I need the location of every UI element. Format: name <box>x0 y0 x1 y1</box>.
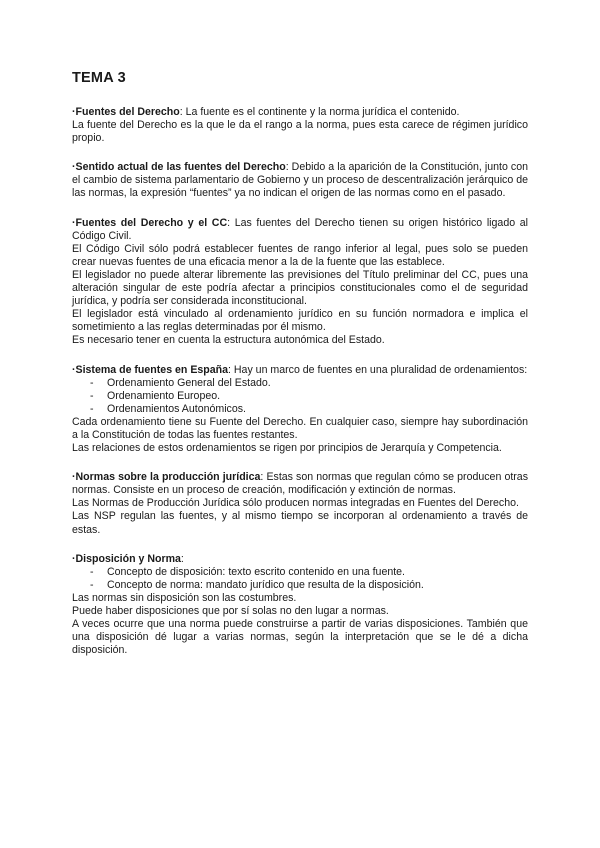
section-heading: ·Sistema de fuentes en España <box>72 363 229 376</box>
section-lead-text: : Las fuentes del Derecho tienen su origen histórico ligado al Código Civil. <box>72 216 528 242</box>
list-item-text: Concepto de disposición: texto escrito contenido en una fuente. <box>107 565 406 578</box>
section-normas-produccion <box>72 471 528 536</box>
section-sentido-actual <box>72 161 528 200</box>
section-fuentes-cc <box>72 217 528 348</box>
paragraph: El Código Civil sólo podrá establecer fuentes de rango inferior al legal, pues solo se pueden crear nuevas fuentes de una eficacia menor a la de la fuente que las establece. <box>72 242 528 268</box>
section-fuentes-derecho <box>72 106 528 145</box>
section-heading: ·Normas sobre la producción jurídica <box>72 471 261 484</box>
section-lead-paragraph <box>72 553 528 566</box>
section-sistema-fuentes <box>72 364 528 456</box>
section-heading: ·Fuentes del Derecho <box>72 106 180 118</box>
list-item-text: Ordenamientos Autonómicos. <box>107 402 246 415</box>
document-body <box>72 106 528 657</box>
section-lead-text: : <box>180 552 184 565</box>
list-item-text: Ordenamiento Europeo. <box>107 389 221 402</box>
section-lead-text: : Hay un marco de fuentes en una pluralidad de ordenamientos: <box>228 363 528 376</box>
section-heading: ·Sentido actual de las fuentes del Derecho <box>72 161 286 174</box>
paragraph: Las Normas de Producción Jurídica sólo producen normas integradas en Fuentes del Derecho. <box>72 497 519 510</box>
paragraph: Las normas sin disposición son las costumbres. <box>72 591 297 604</box>
list-item <box>72 579 528 592</box>
dash-bullet-icon: - <box>90 389 94 402</box>
section-lead-text: : La fuente es el continente y la norma jurídica el contenido. <box>179 106 460 118</box>
section-disposicion-norma <box>72 553 528 658</box>
list-item <box>72 566 528 579</box>
section-lead-paragraph <box>72 161 528 200</box>
paragraph: Es necesario tener en cuenta la estructura autonómica del Estado. <box>72 334 385 347</box>
bullet-list <box>72 377 528 416</box>
list-item-text: Concepto de norma: mandato jurídico que resulta de la disposición. <box>107 578 424 591</box>
paragraph: A veces ocurre que una norma puede construirse a partir de varias disposiciones. También que una disposición dé lugar a varias normas, según la interpretación que se le dé a dicha disposición. <box>72 618 528 657</box>
paragraph: Las NSP regulan las fuentes, y al mismo tiempo se incorporan al ordenamiento a través de estas. <box>72 510 528 536</box>
page-title: TEMA 3 <box>72 70 126 86</box>
paragraph: Las relaciones de estos ordenamientos se rigen por principios de Jerarquía y Competencia. <box>72 442 502 455</box>
section-lead-text: : Estas son normas que regulan cómo se producen otras normas. Consiste en un proceso de creación, modificación y extinción de normas. <box>72 471 528 497</box>
list-item <box>72 403 528 416</box>
paragraph: Puede haber disposiciones que por sí solas no den lugar a normas. <box>72 605 389 617</box>
paragraph: Cada ordenamiento tiene su Fuente del Derecho. En cualquier caso, siempre hay subordinación a la Constitución de todas las fuentes restantes. <box>72 415 528 441</box>
section-heading: ·Disposición y Norma <box>72 552 181 565</box>
paragraph: El legislador está vinculado al ordenamiento jurídico en su función normadora e implica el sometimiento a las reglas determinadas por él mismo. <box>72 308 528 334</box>
paragraph: El legislador no puede alterar libremente las previsiones del Título preliminar del CC, pues una alteración singular de este podría afectar a principios constitucionales como el de seguridad jurídica, y podría ser considerada inconstitucional. <box>72 268 528 308</box>
section-heading: ·Fuentes del Derecho y el CC <box>72 216 228 229</box>
section-lead-paragraph <box>72 364 528 377</box>
list-item <box>72 377 528 390</box>
section-lead-paragraph <box>72 471 528 497</box>
section-lead-text: : Debido a la aparición de la Constitución, junto con el cambio de sistema parlamentario de Gobierno y un proceso de descentralización jerárquico de las normas, la expresión “fuentes” ya no indican el origen de las normas como en el pasado. <box>72 161 529 200</box>
paragraph: La fuente del Derecho es la que le da el rango a la norma, pues esta carece de régimen jurídico propio. <box>72 119 528 145</box>
dash-bullet-icon: - <box>90 376 94 389</box>
bullet-list <box>72 566 528 592</box>
section-lead-paragraph <box>72 217 528 243</box>
dash-bullet-icon: - <box>90 402 94 415</box>
list-item-text: Ordenamiento General del Estado. <box>107 376 271 389</box>
section-lead-paragraph <box>72 106 528 119</box>
list-item <box>72 390 528 403</box>
dash-bullet-icon: - <box>90 578 94 591</box>
dash-bullet-icon: - <box>90 565 94 578</box>
document-page <box>72 70 528 673</box>
